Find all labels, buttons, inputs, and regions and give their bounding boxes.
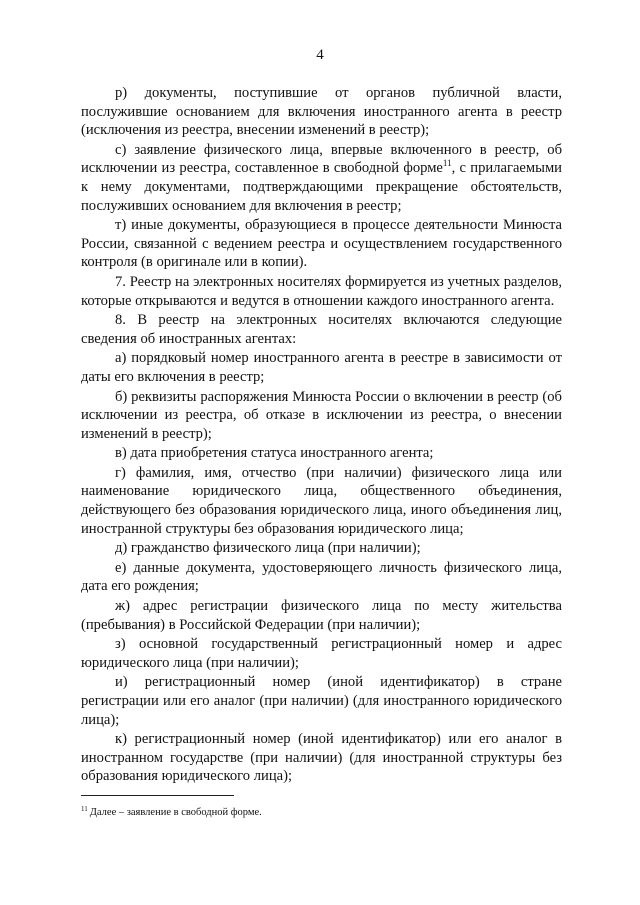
item-zh: ж) адрес регистрации физического лица по месту жительства (пребывания) в Российской Федерации (при наличии); xyxy=(81,598,562,633)
page-number: 4 xyxy=(316,47,324,63)
item-i: и) регистрационный номер (иной идентификатор) в стране регистрации или его аналог (при наличии) (для иностранного юридического лица); xyxy=(81,674,562,728)
item-k: к) регистрационный номер (иной идентификатор) или его аналог в иностранном государстве (при наличии) (для иностранной структуры без образования юридического лица); xyxy=(81,731,562,785)
footnote-divider xyxy=(81,795,234,796)
item-e: е) данные документа, удостоверяющего личность физического лица, дата его рождения; xyxy=(81,559,562,595)
footnote-reference: 11 xyxy=(442,158,452,169)
paragraph-r: р) документы, поступившие от органов публичной власти, послужившие основанием для включения иностранного агента в реестр (исключения из реестра, внесении изменений в реестр); xyxy=(81,85,562,139)
item-b: б) реквизиты распоряжения Минюста России о включении в реестр (об исключении из реестра, об отказе в исключении из реестра, о внесении изменений в реестр); xyxy=(81,388,562,442)
paragraph-s-continuation: с прилагаемыми к нему документами, подтверждающими прекращение обстоятельств, послуживших основанием для включения в реестр; xyxy=(81,160,562,214)
footnote-text: Далее – заявление в свободной форме. xyxy=(89,807,262,818)
document-body xyxy=(81,84,562,786)
paragraph-7: 7. Реестр на электронных носителях формируется из учетных разделов, которые открываются и ведутся в отношении каждого иностранного агента. xyxy=(81,273,562,309)
item-a: а) порядковый номер иностранного агента в реестре в зависимости от даты его включения в реестр; xyxy=(81,350,562,385)
footnote-mark: 11 xyxy=(81,805,88,813)
item-g: г) фамилия, имя, отчество (при наличии) физического лица или наименование юридического лица, общественного объединения, действующего без образования юридического лица, иного объединения лиц, иностранной структуры без образования юридического лица; xyxy=(81,464,562,537)
item-z: з) основной государственный регистрационный номер и адрес юридического лица (при наличии); xyxy=(81,636,562,671)
item-d: д) гражданство физического лица (при наличии); xyxy=(115,540,421,557)
paragraph-8: 8. В реестр на электронных носителях включаются следующие сведения об иностранных агентах: xyxy=(81,312,562,347)
paragraph-s-text: с) заявление физического лица, впервые включенного в реестр, об исключении из реестра, составленное в свободной форме xyxy=(81,141,562,177)
item-v: в) дата приобретения статуса иностранного агента; xyxy=(115,445,434,462)
footnote xyxy=(81,803,562,819)
paragraph-s: с) заявление физического лица, впервые включенного в реестр, об исключении из реестра, составленное в свободной форме$^{11}$, с прилагаемыми к нему документами, подтверждающими прекращение обстоятельств, послуживших основанием для включения в реестр; xyxy=(81,141,562,214)
paragraph-t: т) иные документы, образующиеся в процессе деятельности Минюста России, связанной с ведением реестра и осуществлением государственного контроля (в оригинале или в копии). xyxy=(81,217,562,271)
